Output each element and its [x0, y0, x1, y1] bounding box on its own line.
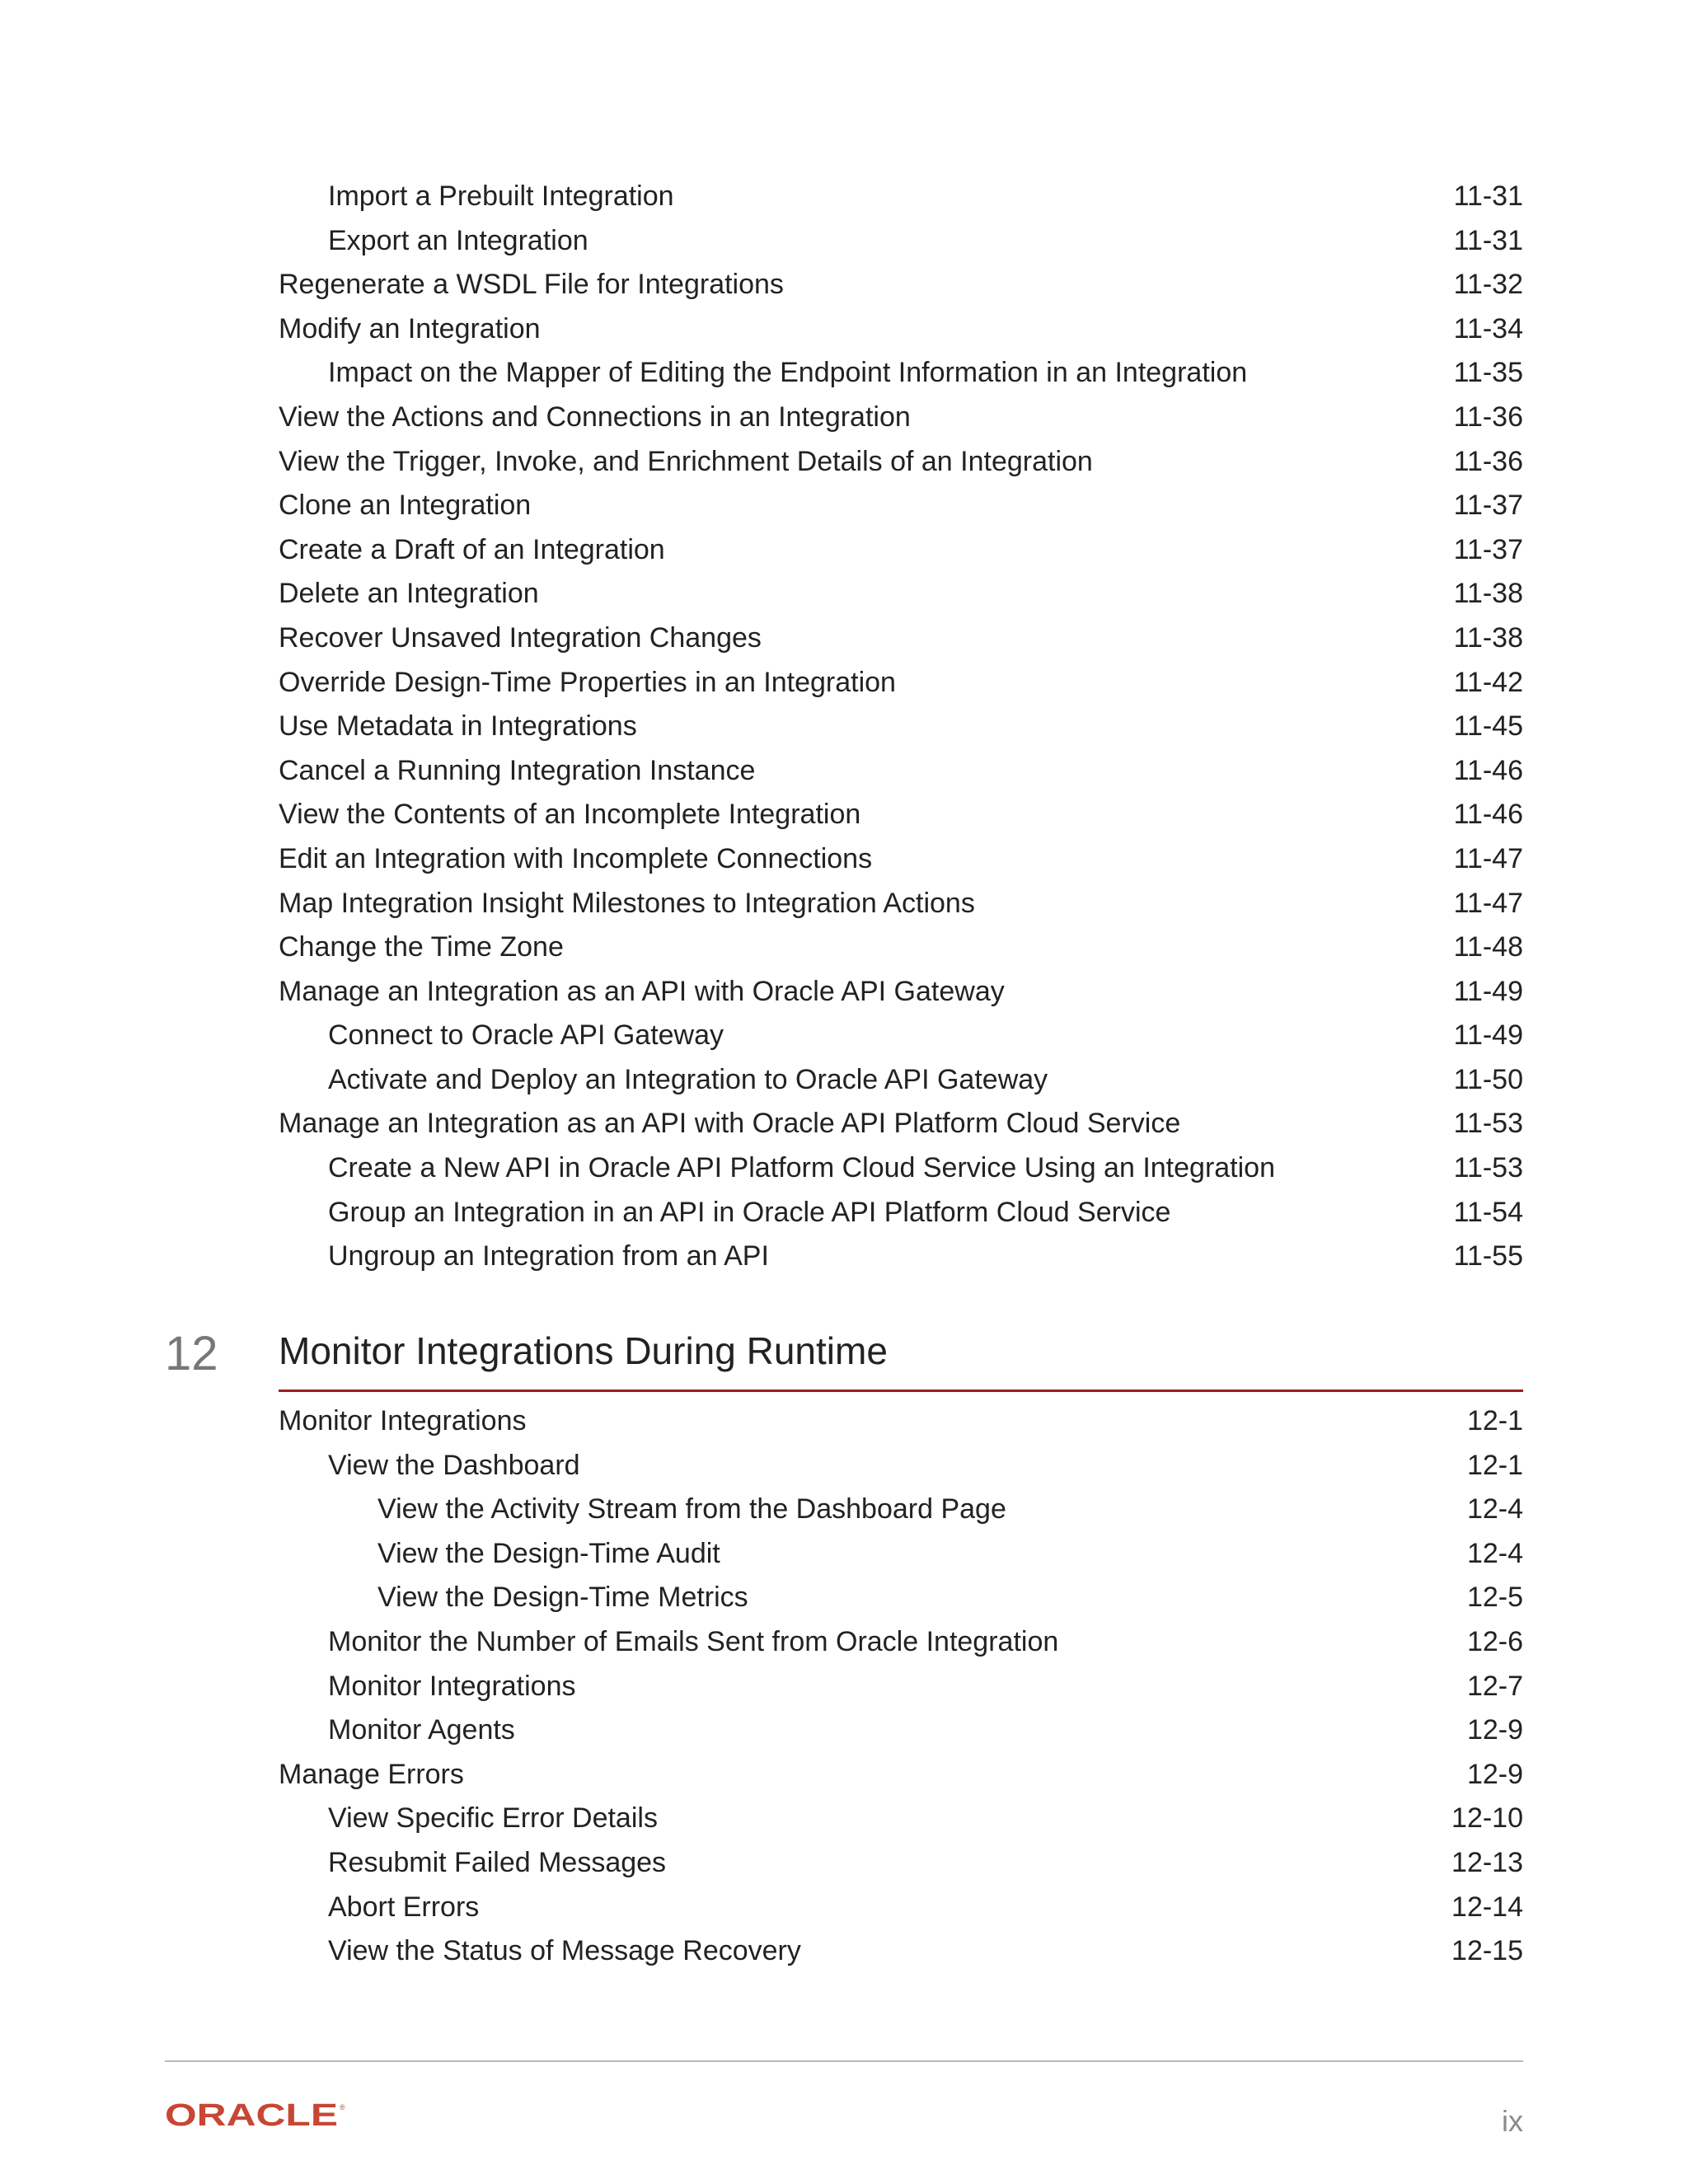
toc-entry[interactable]: [279, 926, 1523, 970]
toc-entry[interactable]: [279, 1620, 1523, 1665]
toc-entry-page[interactable]: 11-55: [1453, 1240, 1523, 1272]
toc-entry-page[interactable]: 11-38: [1453, 621, 1523, 654]
toc-entry-title[interactable]: Manage an Integration as an API with Oracle API Gateway: [279, 975, 1005, 1007]
toc-entry-title[interactable]: View the Activity Stream from the Dashboard Page: [377, 1493, 1006, 1526]
toc-entry-title[interactable]: Manage an Integration as an API with Oracle API Platform Cloud Service: [279, 1108, 1181, 1140]
toc-entry-title[interactable]: View Specific Error Details: [328, 1802, 658, 1835]
toc-entry-title[interactable]: Monitor the Number of Emails Sent from Oracle Integration: [328, 1625, 1059, 1657]
toc-entry-title[interactable]: View the Trigger, Invoke, and Enrichment Details of an Integration: [279, 445, 1093, 477]
toc-entry-title[interactable]: Export an Integration: [328, 224, 588, 256]
toc-list-chapter-11: [279, 175, 1523, 1279]
toc-entry-title[interactable]: Ungroup an Integration from an API: [328, 1240, 769, 1272]
toc-entry-title[interactable]: Change the Time Zone: [279, 931, 564, 963]
toc-entry-title[interactable]: Monitor Integrations: [279, 1405, 527, 1436]
toc-entry[interactable]: [279, 661, 1523, 705]
toc-entry[interactable]: [279, 528, 1523, 573]
toc-entry[interactable]: [279, 351, 1523, 396]
toc-entry-title[interactable]: Create a New API in Oracle API Platform Cloud Service Using an Integration: [328, 1152, 1275, 1184]
toc-entry[interactable]: [279, 1102, 1523, 1146]
toc-entry-title[interactable]: Use Metadata in Integrations: [279, 710, 637, 743]
toc-entry[interactable]: [279, 175, 1523, 219]
svg-text:®: ®: [340, 2103, 345, 2111]
toc-entry[interactable]: [279, 837, 1523, 882]
toc-entry-page[interactable]: 11-42: [1453, 666, 1523, 698]
toc-entry-page[interactable]: 11-46: [1453, 799, 1523, 831]
svg-text:ORACLE: ORACLE: [165, 2100, 338, 2130]
toc-entry-page[interactable]: 12-10: [1451, 1802, 1523, 1835]
toc-entry-page[interactable]: 12-15: [1451, 1935, 1523, 1967]
toc-entry[interactable]: [279, 705, 1523, 749]
toc-entry-page[interactable]: 11-31: [1453, 180, 1523, 212]
toc-entry-page[interactable]: 11-47: [1453, 842, 1523, 874]
toc-entry-page[interactable]: 12-9: [1466, 1714, 1523, 1746]
toc-entry[interactable]: [279, 1058, 1523, 1103]
toc-entry-title[interactable]: Recover Unsaved Integration Changes: [279, 621, 762, 654]
toc-entry[interactable]: [279, 1929, 1523, 1974]
toc-entry[interactable]: [279, 1235, 1523, 1279]
toc-entry-title[interactable]: Import a Prebuilt Integration: [328, 180, 674, 212]
chapter-divider: [279, 1390, 1523, 1392]
toc-entry[interactable]: [279, 882, 1523, 926]
toc-entry[interactable]: [279, 970, 1523, 1015]
toc-entry-page[interactable]: 11-36: [1453, 445, 1523, 477]
toc-entry[interactable]: [279, 572, 1523, 616]
toc-entry-page[interactable]: 12-4: [1466, 1537, 1523, 1569]
toc-entry-title[interactable]: Abort Errors: [328, 1891, 480, 1923]
toc-entry[interactable]: [279, 749, 1523, 794]
toc-entry[interactable]: [279, 1488, 1523, 1532]
toc-entry[interactable]: [279, 1576, 1523, 1620]
toc-entry-page[interactable]: 11-36: [1453, 401, 1523, 433]
toc-entry-title[interactable]: Manage Errors: [279, 1758, 464, 1790]
toc-entry-title[interactable]: View the Contents of an Incomplete Integration: [279, 799, 861, 831]
toc-entry[interactable]: [279, 307, 1523, 352]
toc-entry[interactable]: [279, 1753, 1523, 1797]
footer-divider: [165, 2060, 1523, 2062]
toc-entry-title[interactable]: Regenerate a WSDL File for Integrations: [279, 269, 784, 301]
toc-entry-title[interactable]: Monitor Agents: [328, 1714, 515, 1746]
toc-entry-page[interactable]: 11-53: [1453, 1152, 1523, 1184]
toc-entry-page[interactable]: 12-14: [1451, 1891, 1523, 1923]
toc-entry[interactable]: [279, 396, 1523, 440]
toc-entry-page[interactable]: 11-46: [1453, 754, 1523, 786]
toc-entry-title[interactable]: Map Integration Insight Milestones to Integration Actions: [279, 887, 975, 919]
toc-entry-title[interactable]: Monitor Integrations: [328, 1670, 576, 1702]
toc-entry-title[interactable]: Impact on the Mapper of Editing the Endpoint Information in an Integration: [328, 357, 1248, 389]
toc-entry-page[interactable]: 11-45: [1453, 710, 1523, 743]
toc-entry[interactable]: [279, 263, 1523, 307]
toc-entry-page[interactable]: 11-47: [1453, 887, 1523, 919]
toc-entry-title[interactable]: Edit an Integration with Incomplete Connections: [279, 842, 873, 874]
toc-entry-page[interactable]: 12-4: [1466, 1493, 1523, 1526]
oracle-logo: [165, 2100, 346, 2130]
toc-entry-title[interactable]: Delete an Integration: [279, 578, 539, 610]
toc-entry-page[interactable]: 12-1: [1466, 1449, 1523, 1481]
toc-entry-page[interactable]: 11-49: [1453, 1019, 1523, 1052]
toc-entry-title[interactable]: Activate and Deploy an Integration to Oracle API Gateway: [328, 1063, 1048, 1095]
toc-list-chapter-12: [279, 1399, 1523, 1974]
toc-entry-title[interactable]: View the Design-Time Audit: [377, 1537, 720, 1569]
toc-entry-page[interactable]: 12-1: [1466, 1405, 1523, 1436]
toc-entry-page[interactable]: 11-37: [1453, 490, 1523, 522]
toc-entry[interactable]: [279, 1665, 1523, 1709]
toc-entry[interactable]: [279, 1146, 1523, 1191]
toc-entry-title[interactable]: Group an Integration in an API in Oracle API Platform Cloud Service: [328, 1196, 1171, 1228]
toc-entry[interactable]: [279, 1444, 1523, 1488]
toc-entry-page[interactable]: 11-32: [1453, 269, 1523, 301]
toc-entry-page[interactable]: 11-35: [1453, 357, 1523, 389]
toc-entry-page[interactable]: 11-34: [1453, 312, 1523, 344]
toc-entry-title[interactable]: View the Status of Message Recovery: [328, 1935, 801, 1967]
toc-entry-page[interactable]: 12-6: [1466, 1625, 1523, 1657]
toc-entry-title[interactable]: Resubmit Failed Messages: [328, 1846, 667, 1878]
toc-entry[interactable]: [279, 793, 1523, 837]
toc-entry[interactable]: [279, 1014, 1523, 1058]
toc-entry-page[interactable]: 12-5: [1466, 1582, 1523, 1614]
toc-entry-title[interactable]: View the Dashboard: [328, 1449, 580, 1481]
toc-entry-page[interactable]: 11-38: [1453, 578, 1523, 610]
toc-entry-title[interactable]: Override Design-Time Properties in an Integration: [279, 666, 896, 698]
toc-entry-title[interactable]: Connect to Oracle API Gateway: [328, 1019, 724, 1052]
toc-entry-page[interactable]: 11-50: [1453, 1063, 1523, 1095]
chapter-title[interactable]: Monitor Integrations During Runtime: [279, 1329, 888, 1372]
toc-entry[interactable]: [279, 1532, 1523, 1577]
toc-entry-title[interactable]: Clone an Integration: [279, 490, 532, 522]
toc-entry-page[interactable]: 11-54: [1453, 1196, 1523, 1228]
toc-entry-title[interactable]: Modify an Integration: [279, 312, 541, 344]
toc-entry[interactable]: [279, 1797, 1523, 1841]
toc-entry-page[interactable]: 11-31: [1453, 224, 1523, 256]
toc-entry[interactable]: [279, 1708, 1523, 1753]
chapter-number: 12: [165, 1327, 218, 1380]
toc-entry[interactable]: [279, 1841, 1523, 1886]
toc-entry[interactable]: [279, 484, 1523, 528]
toc-entry[interactable]: [279, 1191, 1523, 1235]
toc-entry[interactable]: [279, 1399, 1523, 1444]
toc-entry-page[interactable]: 11-37: [1453, 533, 1523, 565]
toc-entry-page[interactable]: 12-7: [1466, 1670, 1523, 1702]
toc-entry-title[interactable]: View the Actions and Connections in an Integration: [279, 401, 911, 433]
toc-entry[interactable]: [279, 440, 1523, 485]
toc-entry-page[interactable]: 11-49: [1453, 975, 1523, 1007]
toc-entry[interactable]: [279, 616, 1523, 661]
toc-entry[interactable]: [279, 219, 1523, 264]
toc-entry-title[interactable]: View the Design-Time Metrics: [377, 1582, 748, 1614]
toc-entry-title[interactable]: Create a Draft of an Integration: [279, 533, 665, 565]
toc-entry-title[interactable]: Cancel a Running Integration Instance: [279, 754, 756, 786]
page-number: ix: [1502, 2104, 1523, 2138]
toc-entry-page[interactable]: 11-48: [1453, 931, 1523, 963]
toc-entry-page[interactable]: 12-13: [1451, 1846, 1523, 1878]
toc-entry[interactable]: [279, 1886, 1523, 1930]
toc-entry-page[interactable]: 12-9: [1466, 1758, 1523, 1790]
toc-entry-page[interactable]: 11-53: [1453, 1108, 1523, 1140]
